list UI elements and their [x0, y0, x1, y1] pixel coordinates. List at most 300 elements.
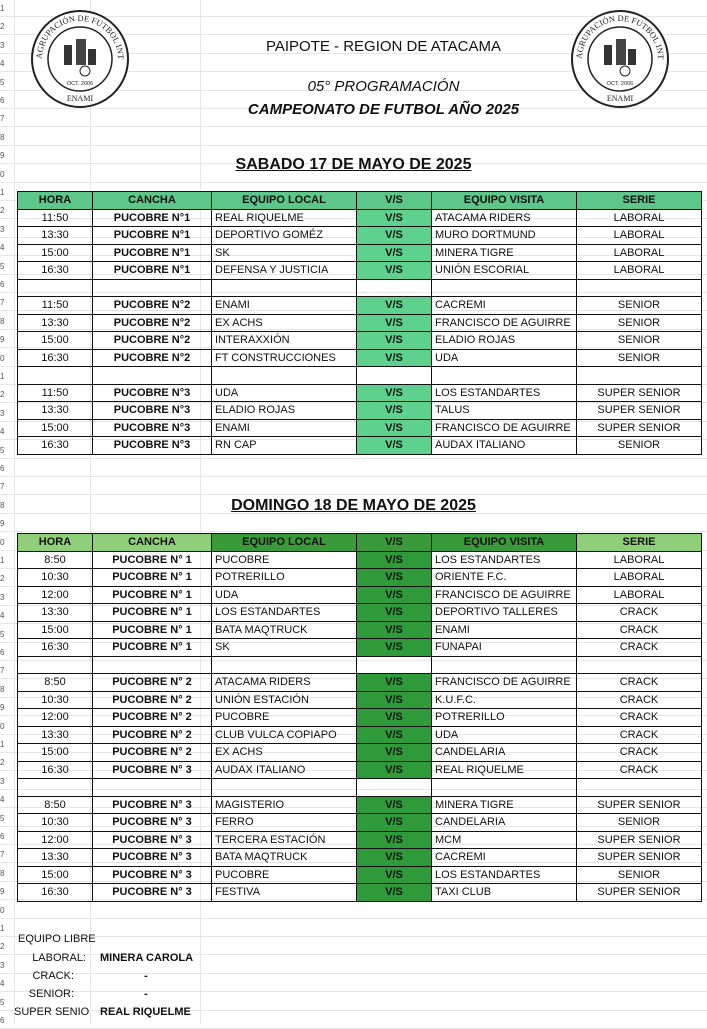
row-number: 4: [0, 59, 5, 69]
vs-cell: V/S: [357, 437, 432, 455]
libre-label: SUPER SENIO: [14, 1006, 90, 1018]
hora-cell: 13:30: [18, 314, 93, 332]
cancha-cell: PUCOBRE N°2: [93, 349, 212, 367]
cancha-cell: PUCOBRE N° 2: [93, 691, 212, 709]
equipo-visita-cell: CACREMI: [432, 297, 577, 315]
equipo-local-cell: ELADIO ROJAS: [212, 402, 357, 420]
equipo-local-cell: PUCOBRE: [212, 866, 357, 884]
cancha-cell: PUCOBRE N° 1: [93, 551, 212, 569]
hora-cell: 10:30: [18, 569, 93, 587]
row-number: 4: [0, 979, 5, 989]
programacion-title: 05° PROGRAMACIÓN: [307, 78, 460, 95]
table-row: [18, 244, 702, 262]
table-row: [18, 569, 702, 587]
table-row: [18, 639, 702, 657]
header-vs: V/S: [357, 534, 432, 552]
logo-org: ENAMI: [66, 94, 94, 103]
serie-cell: SUPER SENIOR: [577, 831, 702, 849]
row-number: 6: [0, 96, 5, 105]
separator-cell: [357, 779, 432, 797]
row-number: 1: [0, 372, 5, 381]
cancha-cell: PUCOBRE N°2: [93, 297, 212, 315]
vs-cell: V/S: [357, 814, 432, 832]
serie-cell: CRACK: [577, 604, 702, 622]
vs-cell: V/S: [357, 744, 432, 762]
vs-cell: V/S: [357, 349, 432, 367]
row-number: 8: [0, 132, 5, 142]
table-row: [18, 884, 702, 902]
equipo-visita-cell: ENAMI: [432, 621, 577, 639]
equipo-visita-cell: LOS ESTANDARTES: [432, 551, 577, 569]
vs-cell: V/S: [357, 639, 432, 657]
equipo-visita-cell: MINERA TIGRE: [432, 796, 577, 814]
equipo-visita-cell: AUDAX ITALIANO: [432, 437, 577, 455]
cancha-cell: PUCOBRE N°3: [93, 437, 212, 455]
table-row: [18, 709, 702, 727]
equipo-local-cell: UDA: [212, 586, 357, 604]
hora-cell: 8:50: [18, 551, 93, 569]
hora-cell: 15:00: [18, 744, 93, 762]
vs-cell: V/S: [357, 831, 432, 849]
row-number: 1: [0, 740, 5, 749]
serie-cell: SENIOR: [577, 437, 702, 455]
row-number: 9: [0, 703, 5, 713]
table-row: [18, 726, 702, 744]
hora-cell: 15:00: [18, 621, 93, 639]
serie-cell: LABORAL: [577, 586, 702, 604]
location-title: PAIPOTE - REGION DE ATACAMA: [265, 38, 502, 55]
table-row: [18, 604, 702, 622]
libre-value: REAL RIQUELME: [100, 1006, 191, 1018]
row-number: 4: [0, 611, 5, 621]
separator-cell: [357, 279, 432, 297]
cancha-cell: PUCOBRE N°2: [93, 314, 212, 332]
separator-cell: [18, 656, 93, 674]
equipo-visita-cell: ELADIO ROJAS: [432, 332, 577, 350]
row-number: 7: [0, 666, 5, 676]
hora-cell: 10:30: [18, 814, 93, 832]
hora-cell: 11:50: [18, 297, 93, 315]
hora-cell: 10:30: [18, 691, 93, 709]
equipo-visita-cell: UDA: [432, 349, 577, 367]
hora-cell: 15:00: [18, 419, 93, 437]
table-row: [18, 814, 702, 832]
row-number: 2: [0, 22, 5, 32]
logo-date: OCT. 2006: [66, 81, 94, 87]
equipo-local-cell: BATA MAQTRUCK: [212, 621, 357, 639]
serie-cell: SENIOR: [577, 297, 702, 315]
serie-cell: CRACK: [577, 621, 702, 639]
header-equipo-local: EQUIPO LOCAL: [212, 534, 357, 552]
equipo-local-cell: EX ACHS: [212, 744, 357, 762]
hora-cell: 16:30: [18, 639, 93, 657]
row-number: 9: [0, 887, 5, 897]
header-hora: HORA: [18, 192, 93, 210]
table-row: [18, 796, 702, 814]
equipo-local-cell: POTRERILLO: [212, 569, 357, 587]
row-number: 6: [0, 464, 5, 473]
group-separator: [18, 656, 702, 674]
header-cancha: CANCHA: [93, 534, 212, 552]
serie-cell: SUPER SENIOR: [577, 419, 702, 437]
schedule-table-saturday: [17, 191, 702, 455]
libre-label: SENIOR:: [28, 988, 74, 1000]
serie-cell: LABORAL: [577, 569, 702, 587]
table-row: [18, 586, 702, 604]
equipo-visita-cell: FRANCISCO DE AGUIRRE: [432, 586, 577, 604]
hora-cell: 13:30: [18, 227, 93, 245]
row-number: 2: [0, 390, 5, 400]
equipo-visita-cell: LOS ESTANDARTES: [432, 866, 577, 884]
row-number: 2: [0, 942, 5, 952]
serie-cell: SUPER SENIOR: [577, 884, 702, 902]
equipo-local-cell: FESTIVA: [212, 884, 357, 902]
table-header-row: [18, 534, 702, 552]
header-equipo-local: EQUIPO LOCAL: [212, 192, 357, 210]
equipo-local-cell: INTERAXXIÓN: [212, 332, 357, 350]
serie-cell: LABORAL: [577, 209, 702, 227]
equipo-local-cell: FT CONSTRUCCIONES: [212, 349, 357, 367]
row-number: 2: [0, 206, 5, 216]
separator-cell: [432, 656, 577, 674]
equipo-local-cell: LOS ESTANDARTES: [212, 604, 357, 622]
cancha-cell: PUCOBRE N° 1: [93, 569, 212, 587]
vs-cell: V/S: [357, 384, 432, 402]
separator-cell: [577, 656, 702, 674]
table-row: [18, 402, 702, 420]
hora-cell: 11:50: [18, 209, 93, 227]
vs-cell: V/S: [357, 691, 432, 709]
row-number: 3: [0, 40, 5, 50]
row-number: 4: [0, 795, 5, 805]
equipo-visita-cell: DEPORTIVO TALLERES: [432, 604, 577, 622]
table-row: [18, 437, 702, 455]
serie-cell: CRACK: [577, 674, 702, 692]
table-row: [18, 384, 702, 402]
serie-cell: LABORAL: [577, 262, 702, 280]
libre-value: MINERA CAROLA: [100, 952, 194, 964]
equipo-visita-cell: POTRERILLO: [432, 709, 577, 727]
serie-cell: LABORAL: [577, 551, 702, 569]
vs-cell: V/S: [357, 209, 432, 227]
grid-line: [0, 458, 707, 459]
separator-cell: [432, 279, 577, 297]
hora-cell: 11:50: [18, 384, 93, 402]
row-number: 1: [0, 556, 5, 565]
grid-line: [0, 918, 707, 919]
equipo-visita-cell: CANDELARIA: [432, 744, 577, 762]
hora-cell: 16:30: [18, 884, 93, 902]
row-number: 0: [0, 353, 5, 363]
row-number: 3: [0, 960, 5, 970]
equipo-visita-cell: FRANCISCO DE AGUIRRE: [432, 419, 577, 437]
cancha-cell: PUCOBRE N° 2: [93, 726, 212, 744]
row-number: 7: [0, 298, 5, 308]
cancha-cell: PUCOBRE N° 3: [93, 796, 212, 814]
table-row: [18, 621, 702, 639]
serie-cell: SENIOR: [577, 332, 702, 350]
vs-cell: V/S: [357, 761, 432, 779]
cancha-cell: PUCOBRE N° 3: [93, 884, 212, 902]
equipo-visita-cell: MCM: [432, 831, 577, 849]
serie-cell: CRACK: [577, 744, 702, 762]
vs-cell: V/S: [357, 621, 432, 639]
table-row: [18, 332, 702, 350]
table-row: [18, 297, 702, 315]
serie-cell: SENIOR: [577, 314, 702, 332]
cancha-cell: PUCOBRE N°1: [93, 209, 212, 227]
separator-cell: [93, 779, 212, 797]
separator-cell: [212, 779, 357, 797]
row-number: 6: [0, 648, 5, 657]
equipo-local-cell: CLUB VULCA COPIAPO: [212, 726, 357, 744]
table-row: [18, 419, 702, 437]
row-number: 0: [0, 905, 5, 915]
hora-cell: 12:00: [18, 831, 93, 849]
table-row: [18, 227, 702, 245]
separator-cell: [18, 779, 93, 797]
table-row: [18, 866, 702, 884]
row-number: 1: [0, 924, 5, 933]
row-number: 9: [0, 335, 5, 345]
row-number: 5: [0, 629, 5, 639]
equipo-visita-cell: ORIENTE F.C.: [432, 569, 577, 587]
logo-ring-text: AGRUPACIÓN DE FUTBOL INT: [33, 12, 127, 60]
vs-cell: V/S: [357, 244, 432, 262]
vs-cell: V/S: [357, 569, 432, 587]
row-number: 3: [0, 408, 5, 418]
equipo-local-cell: DEFENSA Y JUSTICIA: [212, 262, 357, 280]
logo-ring-text: AGRUPACIÓN DE FUTBOL INT: [573, 12, 667, 60]
equipo-local-cell: UDA: [212, 384, 357, 402]
separator-cell: [18, 367, 93, 385]
equipo-visita-cell: FRANCISCO DE AGUIRRE: [432, 674, 577, 692]
row-number: 6: [0, 280, 5, 289]
hora-cell: 15:00: [18, 866, 93, 884]
cancha-cell: PUCOBRE N° 2: [93, 744, 212, 762]
hora-cell: 12:00: [18, 709, 93, 727]
header-serie: SERIE: [577, 192, 702, 210]
equipo-visita-cell: TALUS: [432, 402, 577, 420]
separator-cell: [432, 779, 577, 797]
separator-cell: [93, 367, 212, 385]
hora-cell: 12:00: [18, 586, 93, 604]
separator-cell: [212, 279, 357, 297]
hora-cell: 13:30: [18, 849, 93, 867]
vs-cell: V/S: [357, 419, 432, 437]
equipo-visita-cell: CACREMI: [432, 849, 577, 867]
vs-cell: V/S: [357, 314, 432, 332]
separator-cell: [212, 656, 357, 674]
vs-cell: V/S: [357, 297, 432, 315]
cancha-cell: PUCOBRE N°1: [93, 227, 212, 245]
grid-line: [0, 973, 707, 974]
table-header-row: [18, 192, 702, 210]
libre-label: LABORAL:: [32, 952, 86, 964]
vs-cell: V/S: [357, 866, 432, 884]
cancha-cell: PUCOBRE N° 1: [93, 621, 212, 639]
table-row: [18, 831, 702, 849]
header-hora: HORA: [18, 534, 93, 552]
equipo-local-cell: AUDAX ITALIANO: [212, 761, 357, 779]
row-number: 9: [0, 151, 5, 161]
equipo-local-cell: ENAMI: [212, 419, 357, 437]
campeonato-title: CAMPEONATO DE FUTBOL AÑO 2025: [247, 101, 520, 118]
hora-cell: 16:30: [18, 437, 93, 455]
hora-cell: 13:30: [18, 604, 93, 622]
row-number: 9: [0, 519, 5, 529]
vs-cell: V/S: [357, 262, 432, 280]
separator-cell: [357, 367, 432, 385]
day-title-saturday: SABADO 17 DE MAYO DE 2025: [235, 156, 472, 173]
row-number: 3: [0, 776, 5, 786]
grid-line: [0, 182, 707, 183]
row-number: 6: [0, 1016, 5, 1025]
separator-cell: [432, 367, 577, 385]
grid-line: [0, 991, 707, 992]
separator-cell: [357, 656, 432, 674]
equipo-visita-cell: FRANCISCO DE AGUIRRE: [432, 314, 577, 332]
hora-cell: 16:30: [18, 349, 93, 367]
header-serie: SERIE: [577, 534, 702, 552]
group-separator: [18, 779, 702, 797]
row-number: 2: [0, 758, 5, 768]
equipo-visita-cell: CANDELARIA: [432, 814, 577, 832]
cancha-cell: PUCOBRE N° 3: [93, 814, 212, 832]
table-row: [18, 551, 702, 569]
cancha-cell: PUCOBRE N°3: [93, 402, 212, 420]
equipo-local-cell: RN CAP: [212, 437, 357, 455]
hora-cell: 13:30: [18, 402, 93, 420]
cancha-cell: PUCOBRE N° 3: [93, 831, 212, 849]
table-row: [18, 691, 702, 709]
vs-cell: V/S: [357, 674, 432, 692]
serie-cell: CRACK: [577, 726, 702, 744]
equipo-libre-title: EQUIPO LIBRE: [18, 933, 96, 945]
row-number: 4: [0, 243, 5, 253]
serie-cell: LABORAL: [577, 227, 702, 245]
row-number: 0: [0, 721, 5, 731]
cancha-cell: PUCOBRE N°2: [93, 332, 212, 350]
row-number: 4: [0, 427, 5, 437]
equipo-visita-cell: TAXI CLUB: [432, 884, 577, 902]
vs-cell: V/S: [357, 604, 432, 622]
equipo-local-cell: SK: [212, 639, 357, 657]
header-equipo-visita: EQUIPO VISITA: [432, 192, 577, 210]
equipo-local-cell: ATACAMA RIDERS: [212, 674, 357, 692]
vs-cell: V/S: [357, 796, 432, 814]
libre-value: -: [144, 970, 148, 982]
equipo-local-cell: FERRO: [212, 814, 357, 832]
vs-cell: V/S: [357, 726, 432, 744]
cancha-cell: PUCOBRE N° 2: [93, 709, 212, 727]
vs-cell: V/S: [357, 551, 432, 569]
row-number: 2: [0, 574, 5, 584]
row-number: 7: [0, 114, 5, 124]
header-vs: V/S: [357, 192, 432, 210]
cancha-cell: PUCOBRE N° 1: [93, 586, 212, 604]
cancha-cell: PUCOBRE N° 3: [93, 849, 212, 867]
row-number: 0: [0, 537, 5, 547]
separator-cell: [577, 279, 702, 297]
table-row: [18, 849, 702, 867]
cancha-cell: PUCOBRE N° 2: [93, 674, 212, 692]
hora-cell: 16:30: [18, 761, 93, 779]
row-number: 5: [0, 261, 5, 271]
equipo-visita-cell: MURO DORTMUND: [432, 227, 577, 245]
equipo-local-cell: SK: [212, 244, 357, 262]
vs-cell: V/S: [357, 227, 432, 245]
table-row: [18, 349, 702, 367]
separator-cell: [577, 779, 702, 797]
vs-cell: V/S: [357, 709, 432, 727]
grid-line: [0, 494, 707, 495]
cancha-cell: PUCOBRE N°3: [93, 384, 212, 402]
libre-label: CRACK:: [32, 970, 74, 982]
serie-cell: SENIOR: [577, 349, 702, 367]
row-number: 8: [0, 500, 5, 510]
serie-cell: SUPER SENIOR: [577, 849, 702, 867]
table-row: [18, 761, 702, 779]
equipo-local-cell: REAL RIQUELME: [212, 209, 357, 227]
equipo-local-cell: BATA MAQTRUCK: [212, 849, 357, 867]
cancha-cell: PUCOBRE N°1: [93, 262, 212, 280]
cancha-cell: PUCOBRE N°1: [93, 244, 212, 262]
grid-line: [0, 936, 707, 937]
hora-cell: 15:00: [18, 244, 93, 262]
serie-cell: SENIOR: [577, 814, 702, 832]
hora-cell: 15:00: [18, 332, 93, 350]
equipo-local-cell: PUCOBRE: [212, 709, 357, 727]
row-number: 7: [0, 482, 5, 492]
serie-cell: SENIOR: [577, 866, 702, 884]
equipo-local-cell: PUCOBRE: [212, 551, 357, 569]
row-number: 5: [0, 813, 5, 823]
row-number: 5: [0, 997, 5, 1007]
row-number: 5: [0, 445, 5, 455]
group-separator: [18, 367, 702, 385]
row-number: 5: [0, 77, 5, 87]
hora-cell: 16:30: [18, 262, 93, 280]
equipo-visita-cell: REAL RIQUELME: [432, 761, 577, 779]
serie-cell: SUPER SENIOR: [577, 796, 702, 814]
vs-cell: V/S: [357, 884, 432, 902]
row-number: 8: [0, 316, 5, 326]
serie-cell: CRACK: [577, 709, 702, 727]
separator-cell: [93, 279, 212, 297]
equipo-visita-cell: UDA: [432, 726, 577, 744]
row-number: 8: [0, 868, 5, 878]
serie-cell: CRACK: [577, 761, 702, 779]
serie-cell: SUPER SENIOR: [577, 402, 702, 420]
row-number: 1: [0, 4, 5, 13]
row-number: 8: [0, 684, 5, 694]
equipo-visita-cell: FUNAPAI: [432, 639, 577, 657]
cancha-cell: PUCOBRE N° 1: [93, 604, 212, 622]
separator-cell: [577, 367, 702, 385]
grid-line: [0, 126, 707, 127]
serie-cell: LABORAL: [577, 244, 702, 262]
equipo-local-cell: ENAMI: [212, 297, 357, 315]
header-cancha: CANCHA: [93, 192, 212, 210]
serie-cell: CRACK: [577, 639, 702, 657]
cancha-cell: PUCOBRE N° 3: [93, 866, 212, 884]
equipo-local-cell: TERCERA ESTACIÓN: [212, 831, 357, 849]
row-number: 6: [0, 832, 5, 841]
row-number: 7: [0, 850, 5, 860]
equipo-local-cell: EX ACHS: [212, 314, 357, 332]
row-number: 3: [0, 224, 5, 234]
